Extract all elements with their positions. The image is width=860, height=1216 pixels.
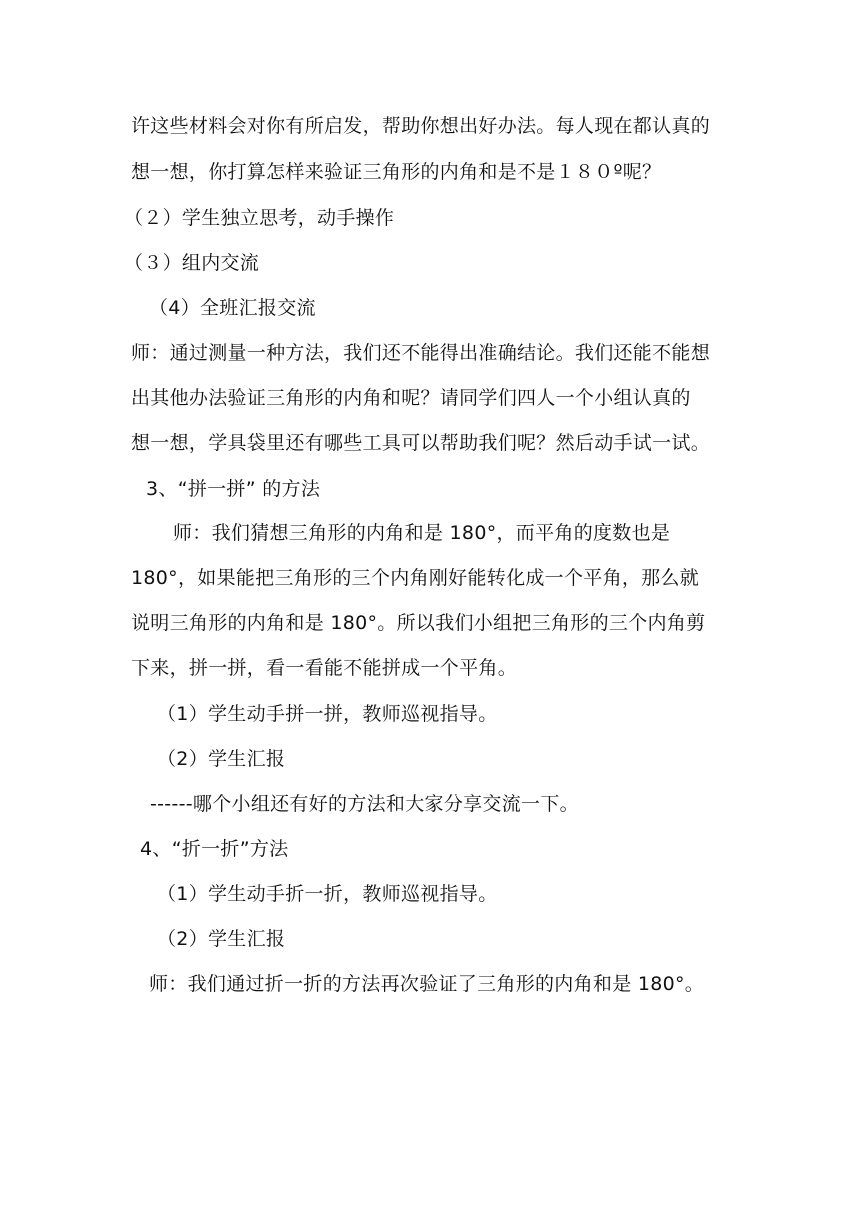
step-4-line: （4）全班汇报交流 (149, 297, 316, 319)
teacher-paragraph-line-2: 出其他办法验证三角形的内角和呢？请同学们四人一个小组认真的 (131, 387, 691, 409)
guess-paragraph-line-1: 师：我们猜想三角形的内角和是 180°，而平角的度数也是 (173, 522, 671, 544)
guess-paragraph-line-4: 下来，拼一拼，看一看能不能拼成一个平角。 (131, 657, 518, 679)
piece-step-1-line: （1）学生动手拼一拼，教师巡视指导。 (157, 703, 498, 725)
paragraph-line-1: 许这些材料会对你有所启发，帮助你想出好办法。每人现在都认真的 (131, 115, 711, 137)
teacher-conclusion-line: 师：我们通过折一折的方法再次验证了三角形的内角和是 180°。 (149, 973, 705, 995)
paragraph-line-2: 想一想，你打算怎样来验证三角形的内角和是不是１８０º呢？ (131, 161, 662, 183)
teacher-paragraph-line-3: 想一想，学具袋里还有哪些工具可以帮助我们呢？然后动手试一试。 (131, 432, 711, 454)
section-heading-3: 3、“拼一拼” 的方法 (146, 478, 321, 500)
share-prompt-line: ------哪个小组还有好的方法和大家分享交流一下。 (150, 793, 579, 815)
fold-step-1-line: （1）学生动手折一折，教师巡视指导。 (157, 883, 498, 905)
guess-paragraph-line-2: 180°，如果能把三角形的三个内角刚好能转化成一个平角，那么就 (131, 567, 700, 589)
step-2-line: （２）学生独立思考，动手操作 (124, 207, 395, 229)
teacher-paragraph-line-1: 师：通过测量一种方法，我们还不能得出准确结论。我们还能不能想 (131, 342, 711, 364)
section-heading-4: 4、“折一折”方法 (140, 838, 289, 860)
piece-step-2-line: （2）学生汇报 (157, 748, 286, 770)
guess-paragraph-line-3: 说明三角形的内角和是 180°。所以我们小组把三角形的三个内角剪 (131, 612, 706, 634)
step-3-line: （３）组内交流 (124, 252, 260, 274)
fold-step-2-line: （2）学生汇报 (157, 928, 286, 950)
